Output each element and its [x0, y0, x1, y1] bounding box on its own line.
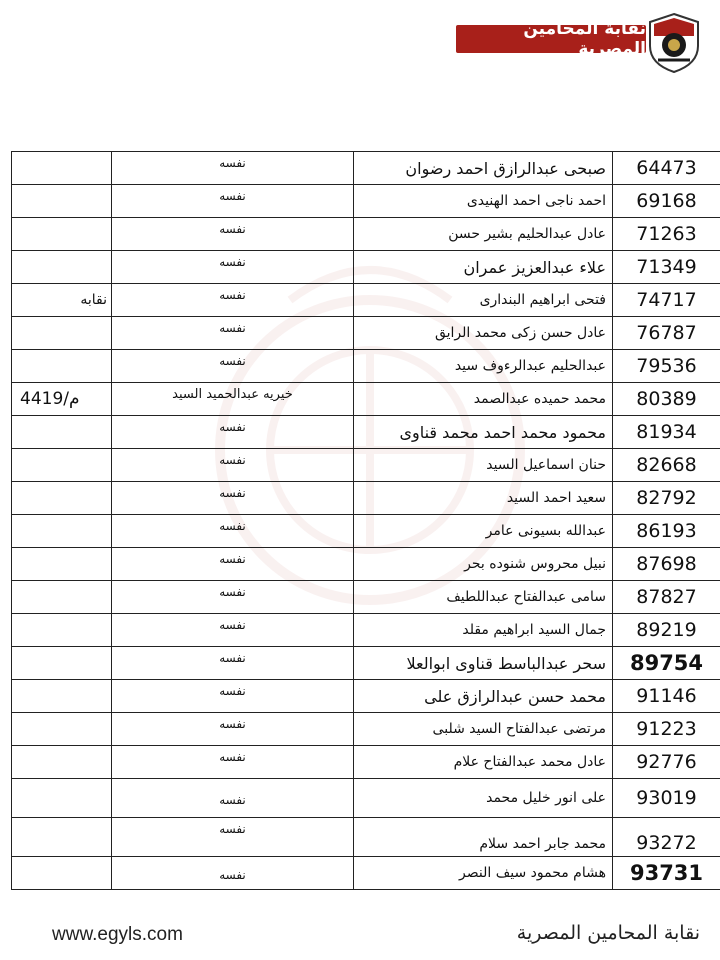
agent-cell: نفسه	[112, 449, 354, 482]
table-row	[12, 251, 720, 284]
note-cell	[12, 779, 112, 818]
agent-cell: نفسه	[112, 857, 354, 890]
table-row	[12, 857, 720, 890]
agent-cell: خيريه عبدالحميد السيد	[112, 383, 354, 416]
agent-cell: نفسه	[112, 647, 354, 680]
number-cell: 79536	[613, 350, 720, 383]
table-row	[12, 416, 720, 449]
note-cell	[12, 647, 112, 680]
note-cell	[12, 818, 112, 857]
table-row	[12, 350, 720, 383]
number-cell: 71349	[613, 251, 720, 284]
number-cell: 89754	[613, 647, 720, 680]
note-cell	[12, 581, 112, 614]
table-row	[12, 482, 720, 515]
name-cell: محمد حسن عبدالرازق على	[354, 680, 613, 713]
note-cell	[12, 317, 112, 350]
name-cell: محمد جابر احمد سلام	[354, 818, 613, 857]
name-cell: فتحى ابراهيم البندارى	[354, 284, 613, 317]
number-cell: 92776	[613, 746, 720, 779]
number-cell: 64473	[613, 152, 720, 185]
number-cell: 87827	[613, 581, 720, 614]
name-cell: نبيل محروس شنوده بحر	[354, 548, 613, 581]
note-cell	[12, 449, 112, 482]
note-cell	[12, 857, 112, 890]
footer-organization-name: نقابة المحامين المصرية	[516, 922, 700, 944]
number-cell: 93019	[613, 779, 720, 818]
agent-cell: نفسه	[112, 251, 354, 284]
table-row	[12, 647, 720, 680]
number-cell: 93731	[613, 857, 720, 890]
name-cell: عادل حسن زكى محمد الرايق	[354, 317, 613, 350]
table-row	[12, 317, 720, 350]
table-row	[12, 746, 720, 779]
number-cell: 87698	[613, 548, 720, 581]
note-cell	[12, 416, 112, 449]
number-cell: 86193	[613, 515, 720, 548]
members-table	[11, 151, 720, 890]
footer-website-link[interactable]: www.egyls.com	[52, 924, 183, 945]
table-row	[12, 449, 720, 482]
agent-cell: نفسه	[112, 284, 354, 317]
number-cell: 80389	[613, 383, 720, 416]
agent-cell: نفسه	[112, 350, 354, 383]
note-cell	[12, 350, 112, 383]
note-cell	[12, 185, 112, 218]
agent-cell: نفسه	[112, 713, 354, 746]
table-row	[12, 152, 720, 185]
agent-cell: نفسه	[112, 779, 354, 818]
number-cell: 81934	[613, 416, 720, 449]
agent-cell: نفسه	[112, 818, 354, 857]
note-cell	[12, 515, 112, 548]
table-row	[12, 218, 720, 251]
number-cell: 91223	[613, 713, 720, 746]
table-row	[12, 581, 720, 614]
number-cell: 82668	[613, 449, 720, 482]
agent-cell: نفسه	[112, 548, 354, 581]
note-cell	[12, 251, 112, 284]
name-cell: احمد ناجى احمد الهنيدى	[354, 185, 613, 218]
note-cell	[12, 152, 112, 185]
name-cell: هشام محمود سيف النصر	[354, 857, 613, 890]
name-cell: على انور خليل محمد	[354, 779, 613, 818]
agent-cell: نفسه	[112, 185, 354, 218]
number-cell: 74717	[613, 284, 720, 317]
table-row	[12, 713, 720, 746]
number-cell: 69168	[613, 185, 720, 218]
name-cell: مرتضى عبدالفتاح السيد شلبى	[354, 713, 613, 746]
name-cell: عادل عبدالحليم بشير حسن	[354, 218, 613, 251]
table-row	[12, 185, 720, 218]
table-row	[12, 680, 720, 713]
syndicate-emblem-icon	[646, 12, 702, 74]
name-cell: سامى عبدالفتاح عبداللطيف	[354, 581, 613, 614]
header-title-banner	[456, 19, 646, 59]
number-cell: 71263	[613, 218, 720, 251]
number-cell: 91146	[613, 680, 720, 713]
table-row	[12, 779, 720, 818]
number-cell: 93272	[613, 818, 720, 857]
table-row	[12, 515, 720, 548]
name-cell: عادل محمد عبدالفتاح علام	[354, 746, 613, 779]
note-cell	[12, 482, 112, 515]
name-cell: سعيد احمد السيد	[354, 482, 613, 515]
name-cell: عبدالله بسيونى عامر	[354, 515, 613, 548]
agent-cell: نفسه	[112, 416, 354, 449]
name-cell: محمود محمد احمد محمد قناوى	[354, 416, 613, 449]
header-title: نقابة المحامين المصرية	[523, 19, 646, 59]
agent-cell: نفسه	[112, 482, 354, 515]
number-cell: 82792	[613, 482, 720, 515]
note-cell	[12, 614, 112, 647]
note-cell	[12, 713, 112, 746]
table-row	[12, 548, 720, 581]
note-cell: 4419/م	[12, 383, 112, 416]
table-row	[12, 284, 720, 317]
agent-cell: نفسه	[112, 680, 354, 713]
name-cell: حنان اسماعيل السيد	[354, 449, 613, 482]
agent-cell: نفسه	[112, 581, 354, 614]
agent-cell: نفسه	[112, 515, 354, 548]
note-cell	[12, 548, 112, 581]
table-row	[12, 383, 720, 416]
name-cell: عبدالحليم عبدالرءوف سيد	[354, 350, 613, 383]
name-cell: علاء عبدالعزيز عمران	[354, 251, 613, 284]
agent-cell: نفسه	[112, 614, 354, 647]
note-cell	[12, 746, 112, 779]
table-row	[12, 614, 720, 647]
agent-cell: نفسه	[112, 746, 354, 779]
agent-cell: نفسه	[112, 218, 354, 251]
name-cell: سحر عبدالباسط قناوى ابوالعلا	[354, 647, 613, 680]
note-cell: نقابه	[12, 284, 112, 317]
agent-cell: نفسه	[112, 317, 354, 350]
number-cell: 76787	[613, 317, 720, 350]
name-cell: صبحى عبدالرازق احمد رضوان	[354, 152, 613, 185]
note-cell	[12, 680, 112, 713]
number-cell: 89219	[613, 614, 720, 647]
name-cell: جمال السيد ابراهيم مقلد	[354, 614, 613, 647]
note-cell	[12, 218, 112, 251]
name-cell: محمد حميده عبدالصمد	[354, 383, 613, 416]
table-row	[12, 818, 720, 857]
agent-cell: نفسه	[112, 152, 354, 185]
